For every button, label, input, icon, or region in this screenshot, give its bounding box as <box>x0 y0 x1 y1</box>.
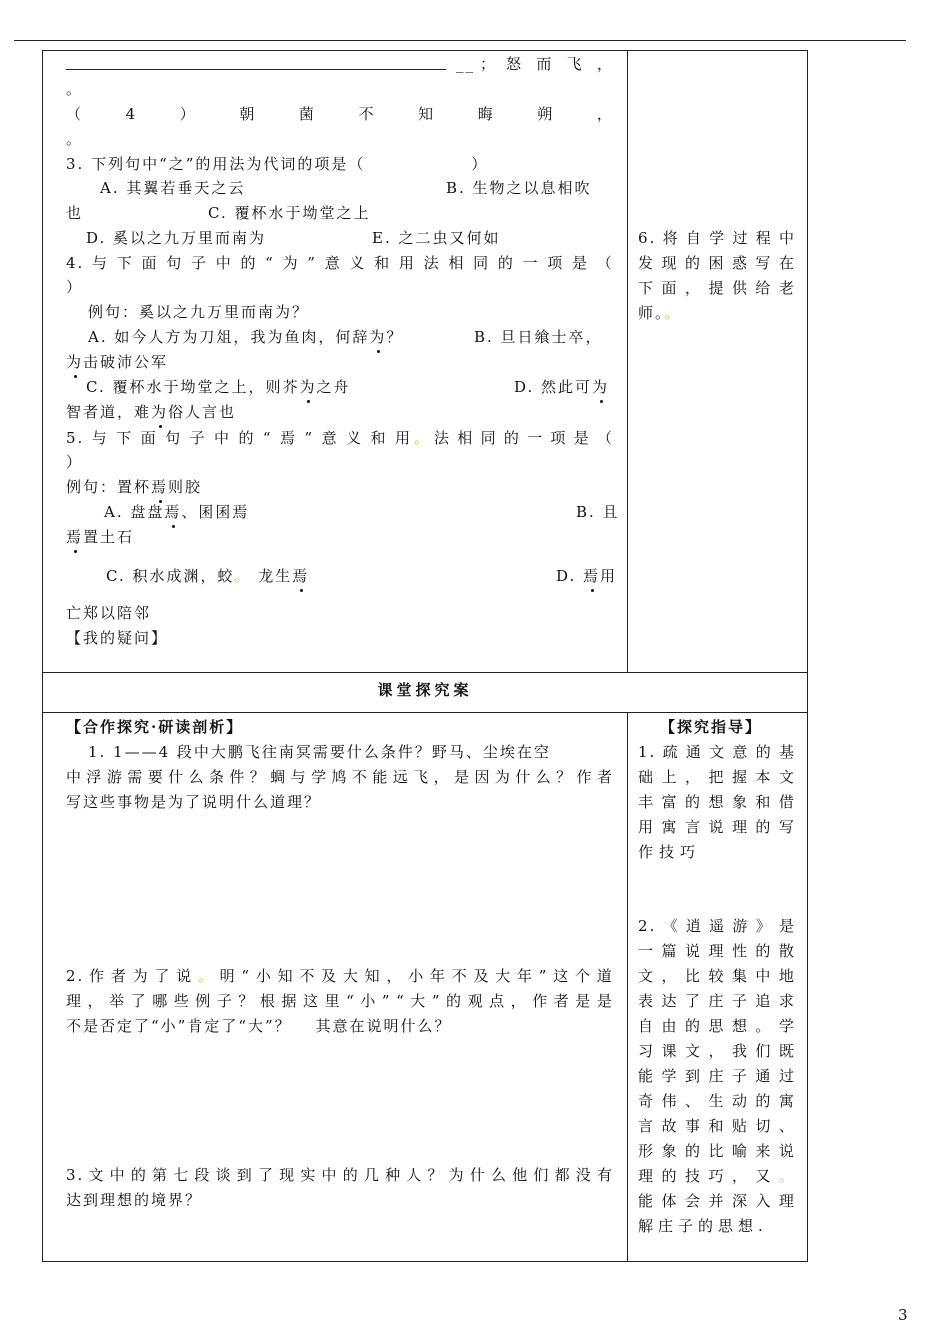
guide-2-line-13: 解庄子的思想. <box>638 1217 768 1235</box>
q5-stem-close: ） <box>66 453 84 471</box>
cooperative-inquiry-header: 【合作探究·研读剖析】 <box>66 718 244 736</box>
q4-stem: 4. 与 下 面 句 子 中 的 “ 为 ” 意 义 和 用 法 相 同 的 一 项 是 （ <box>66 254 614 272</box>
item-4-end: 。 <box>66 130 84 148</box>
q4-option-b-tail: 为击破沛公军 <box>66 353 169 371</box>
q3-option-a: A. 其翼若垂天之云 <box>100 179 246 197</box>
q5-option-b: B. 且 <box>576 503 620 521</box>
q4-example: 例句：奚以之九万里而南为？ <box>88 303 310 321</box>
guide-2-line-10: 形 象 的 比 喻 来 说 <box>638 1142 796 1160</box>
q4-option-a: A. 如今人方为刀俎，我为鱼肉，何辞为？ <box>88 328 404 346</box>
explore-q2-line-2: 理 ， 举 了 哪 些 例 子 ？ 根 据 这 里 “ 小 ” “ 大 ” 的 观 点 ， 作 者 是 是 <box>66 992 614 1010</box>
q5-option-d: D. 焉用 <box>556 567 618 585</box>
guide-2-line-5: 自 由 的 思 想 。 学 <box>638 1017 796 1035</box>
q3-stem: 3. 下列句中“之”的用法为代词的项是（ ） <box>66 155 489 173</box>
guide-6-line-4: 师。。 <box>638 304 682 322</box>
explore-q2-line-3: 不是否定了“小”肯定了“大”？ 其意在说明什么？ <box>66 1017 452 1035</box>
explore-q3-line-2: 达到理想的境界？ <box>66 1191 203 1209</box>
q5-option-c: C. 积水成渊，蛟。 龙生焉 <box>106 567 310 585</box>
explore-q2-line-1: 2. 作 者 为 了 说 。 明 “ 小 知 不 及 大 知 ， 小 年 不 及 大 年 ” 这 个 道 <box>66 967 614 985</box>
q3-option-d: D. 奚以之九万里而南为 <box>86 229 267 247</box>
q3-option-e: E. 之二虫又何如 <box>372 229 501 247</box>
guide-2-line-7: 能 学 到 庄 子 通 过 <box>638 1067 796 1085</box>
explore-q1-line-1: 1. 1——4 段中大鹏飞往南冥需要什么条件？野马、尘埃在空 <box>88 743 551 761</box>
explore-q3-line-1: 3. 文 中 的 第 七 段 谈 到 了 现 实 中 的 几 种 人 ？ 为 什 么 他 们 都 没 有 <box>66 1166 614 1184</box>
guide-2-line-9: 言 故 事 和 贴 切 、 <box>638 1117 796 1135</box>
guide-1-line-2: 础 上 ， 把 握 本 文 <box>638 768 796 786</box>
page-number: 3 <box>898 1306 908 1324</box>
item-4: （ 4 ） 朝 菌 不 知 晦 朔 ， <box>66 105 614 123</box>
guide-2-line-1: 2. 《 逍 遥 游 》 是 <box>638 917 796 935</box>
guide-2-line-11: 理 的 技 巧 ， 又 。 <box>638 1167 796 1185</box>
guide-2-line-6: 习 课 文 ， 我 们 既 <box>638 1042 796 1060</box>
my-question-label: 【我的疑问】 <box>66 629 169 647</box>
q5-option-b-tail: 焉置土石 <box>66 528 135 546</box>
answer-line-4: __ ； 怒 而 飞 ， <box>66 54 614 75</box>
guide-1-line-3: 丰 富 的 想 象 和 借 <box>638 793 796 811</box>
guide-2-line-4: 表 达 了 庄 子 追 求 <box>638 992 796 1010</box>
header-rule <box>14 40 906 41</box>
q5-option-d-tail: 亡郑以陪邻 <box>66 604 152 622</box>
guide-1-line-4: 用 寓 言 说 理 的 写 <box>638 818 796 836</box>
guide-2-line-12: 能 体 会 并 深 入 理 <box>638 1192 796 1210</box>
guide-2-line-8: 奇 伟 、 生 动 的 寓 <box>638 1092 796 1110</box>
q3-option-b-tail: 也 <box>66 204 84 222</box>
guide-1-line-1: 1. 疏 通 文 意 的 基 <box>638 743 796 761</box>
guide-2-line-2: 一 篇 说 理 性 的 散 <box>638 942 796 960</box>
answer-line-4-chars: 怒 而 飞 ， <box>506 55 614 73</box>
guide-6-line-1: 6. 将 自 学 过 程 中 <box>638 229 796 247</box>
explore-q1-line-2: 中 浮 游 需 要 什 么 条 件 ？ 蜩 与 学 鸠 不 能 远 飞 ， 是 因 为 什 么 ？ 作 者 <box>66 768 614 786</box>
q4-option-d: D. 然此可为 <box>514 378 610 396</box>
guide-6-line-3: 下 面 ， 提 供 给 老 <box>638 279 796 297</box>
guide-1-line-5: 作技巧 <box>638 843 702 861</box>
q3-option-b: B. 生物之以息相吹 <box>446 179 592 197</box>
q4-stem-close: ） <box>66 278 84 296</box>
q5-option-a: A. 盘盘焉、囷囷焉 <box>104 503 250 521</box>
row-divider-1 <box>42 672 808 673</box>
q4-option-c: C. 覆杯水于坳堂之上，则芥为之舟 <box>86 378 351 396</box>
q3-option-c: C. 覆杯水于坳堂之上 <box>208 204 371 222</box>
q4-option-d-tail: 智者道，难为俗人言也 <box>66 403 237 421</box>
row-divider-2 <box>42 712 808 713</box>
column-divider-lower <box>627 712 628 1262</box>
section-title: 课堂探究案 <box>377 681 473 699</box>
guide-2-line-3: 文 ， 比 较 集 中 地 <box>638 967 796 985</box>
fill-blank[interactable] <box>66 54 446 70</box>
column-divider-upper <box>627 50 628 672</box>
inquiry-guide-header: 【探究指导】 <box>660 718 763 736</box>
q5-example: 例句：置杯焉则胶 <box>66 478 203 496</box>
answer-line-4-end: 。 <box>66 80 84 98</box>
q4-option-b: B. 旦日飨士卒， <box>474 328 603 346</box>
explore-q1-line-3: 写这些事物是为了说明什么道理？ <box>66 793 322 811</box>
guide-6-line-2: 发 现 的 困 惑 写 在 <box>638 254 796 272</box>
